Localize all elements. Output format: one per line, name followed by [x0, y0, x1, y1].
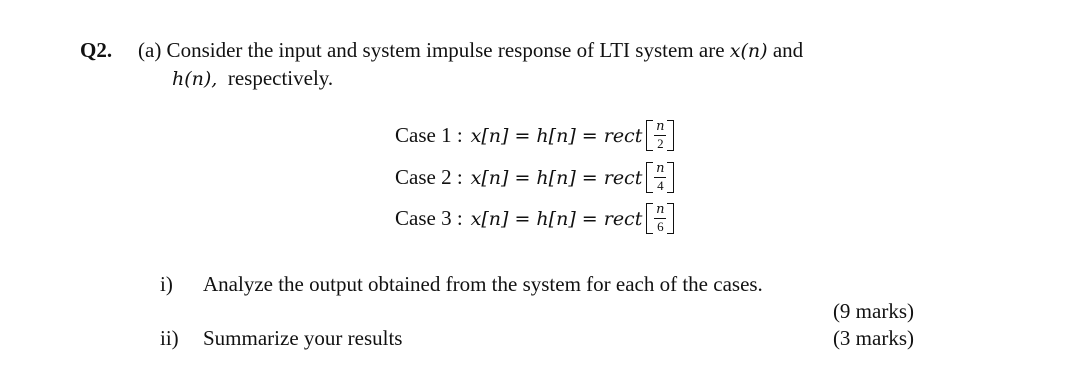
- rect-argument: [646, 203, 674, 234]
- fraction-denominator: 4: [657, 178, 664, 193]
- rect-argument: [646, 120, 674, 151]
- case-3: [395, 203, 674, 234]
- question-intro-line1: [138, 38, 803, 63]
- case-equation: x[n] = h[n] = rect: [470, 207, 643, 230]
- subquestion-ii-marks: (3 marks): [832, 326, 914, 350]
- case-label: Case 2 :: [395, 165, 463, 189]
- subquestion-i-marks: (9 marks): [832, 299, 914, 323]
- case-equation: x[n] = h[n] = rect: [470, 124, 643, 147]
- case-equation: x[n] = h[n] = rect: [470, 166, 643, 189]
- case-1: [395, 120, 674, 151]
- x-symbol: x(n): [729, 40, 768, 62]
- fraction-numerator: n: [656, 161, 665, 176]
- rect-argument: [646, 162, 674, 193]
- question-intro-line2: [172, 66, 333, 91]
- fraction-numerator: n: [656, 119, 665, 134]
- subquestion-i-text: Analyze the output obtained from the system for each of the cases.: [203, 272, 763, 296]
- part-a-text: (a) Consider the input and system impulse response of LTI system are: [138, 38, 725, 62]
- subquestion-ii-text: Summarize your results: [203, 326, 403, 350]
- fraction-denominator: 6: [657, 219, 664, 234]
- fraction-numerator: n: [656, 202, 665, 217]
- fraction-denominator: 2: [657, 136, 664, 151]
- case-label: Case 1 :: [395, 123, 463, 147]
- case-2: [395, 162, 674, 193]
- question-number: Q2.: [80, 38, 113, 62]
- and-word: and: [772, 38, 804, 62]
- h-symbol: h(n),: [172, 68, 218, 90]
- subquestion-ii-number: ii): [160, 326, 179, 350]
- case-label: Case 3 :: [395, 206, 463, 230]
- respectively-text: respectively.: [227, 66, 334, 90]
- subquestion-i-number: i): [160, 272, 173, 296]
